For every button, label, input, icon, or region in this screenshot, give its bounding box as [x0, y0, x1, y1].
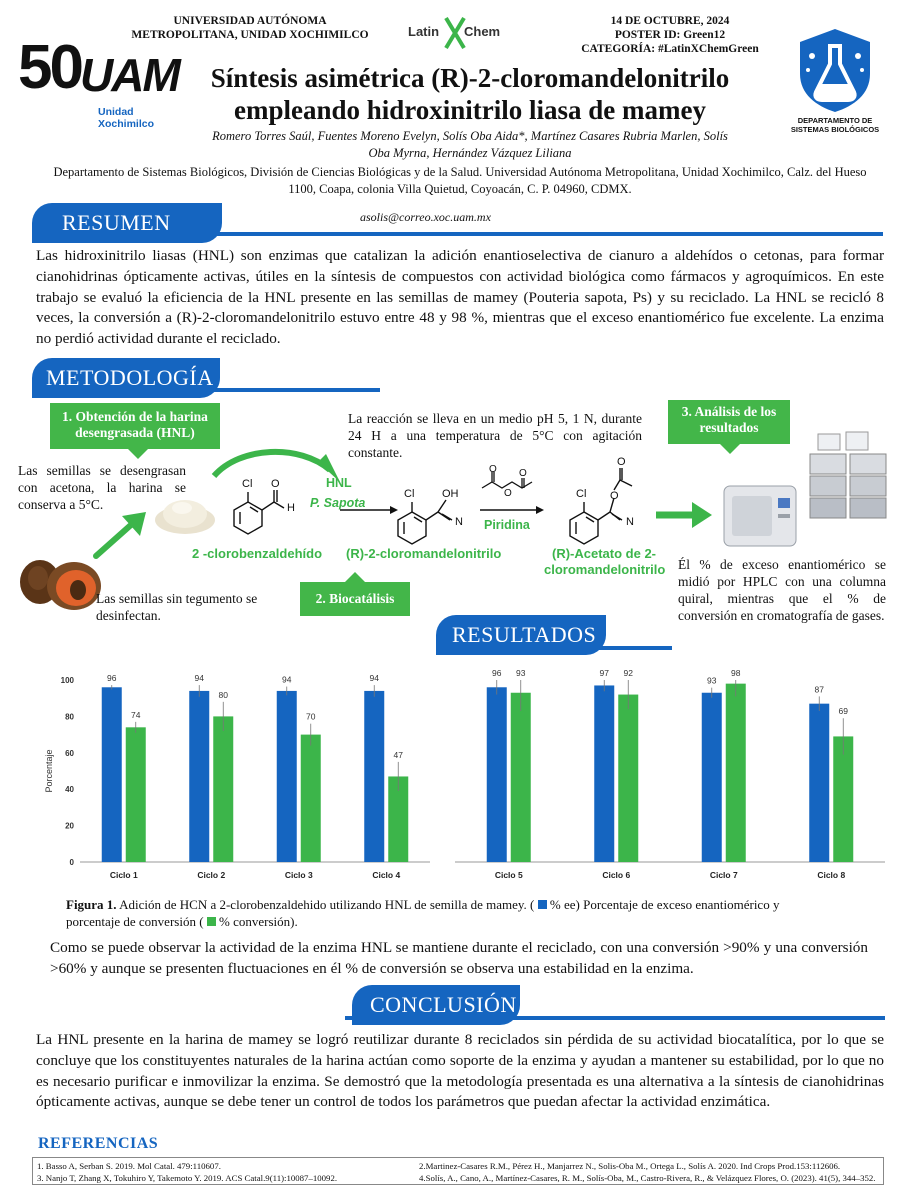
compound-2-name: (R)-2-cloromandelonitrilo [346, 546, 502, 561]
hplc-image [806, 430, 890, 522]
compound-3-name-line-1: (R)-Acetato de 2- [552, 546, 657, 561]
author-list [170, 128, 770, 162]
atom-o-anhydride-2: O [519, 468, 527, 479]
atom-cl-1: Cl [242, 478, 253, 490]
reference-1: 1. Basso A, Serban S. 2019. Mol Catal. 479:110607. [37, 1161, 221, 1171]
caption-text-b: porcentaje de conversión ( [66, 914, 204, 929]
step-2-box [300, 582, 410, 616]
x-tick-label: Ciclo 2 [197, 870, 226, 880]
poster-title [150, 62, 790, 126]
logo-uam-letters: UAM [80, 49, 179, 101]
bar-ee-3 [277, 691, 297, 862]
reference-4: 4.Solís, A., Cano, A., Martínez-Casares, R. M., Solís-Oba, M., Castro-Rivera, R., & Velázquez Flores, O. (2023). 41(5), 344–352. [419, 1173, 876, 1183]
resumen-text: Las hidroxinitrilo liasas (HNL) son enzimas que catalizan la adición enantioselectiva de cianuro a aldehídos o cetonas, para formar cianohidrinas ópticamente activas, útiles en la síntesis de compuestos con actividad biológica como fármacos y agroquímicos. En este trabajo se evaluó la eficiencia de la HNL presente en las semillas de mamey (Pouteria sapota, Ps) y su reciclado. La HNL se recicló 8 veces, la conversión a (R)-2-cloromandelonitrilo estuvo entre 48 y 98 %, mientras que el exceso enantiomérico fue excelente. La enzima no perdió actividad durante el reciclado. [36, 247, 884, 348]
arrow-seeds-icon [92, 510, 150, 560]
step-1-pointer [128, 449, 148, 459]
latinx-logo-text-b: Chem [464, 24, 501, 39]
compound-1-name: 2 -clorobenzaldehído [192, 546, 323, 561]
step-2-label: 2. Biocatálisis [315, 591, 395, 606]
metodologia-heading: METODOLOGÍA [32, 358, 220, 398]
arrow-label-hnl: HNL [326, 476, 352, 490]
atom-h-1: H [287, 502, 295, 514]
atom-oh-2: OH [442, 488, 459, 500]
data-label: 96 [107, 673, 117, 684]
atom-cl-2: Cl [404, 488, 415, 500]
atom-cl-3: Cl [576, 488, 587, 500]
dept-logo-line-1: DEPARTAMENTO DE [797, 116, 873, 125]
latinx-x-icon [444, 16, 466, 50]
bar-conv-3 [301, 735, 321, 862]
atom-o-3: O [610, 490, 619, 502]
x-tick-label: Ciclo 6 [602, 870, 631, 880]
data-label: 93 [516, 668, 526, 678]
compound-2-structure [398, 500, 452, 544]
authors-line-1: Romero Torres Saúl, Fuentes Moreno Evelyn, Solís Oba Aida*, Martínez Casares Rubria Marlen, Solís [212, 129, 728, 143]
analysis-text: Él % de exceso enantiomérico se midió por HPLC con una columna quiral, mientras que el % de conversión en cromatografía de gases. [678, 557, 886, 623]
title-line-2: empleando hidroxinitrilo liasa de mamey [233, 95, 706, 125]
compound-3-structure [570, 468, 632, 544]
resultados-heading: RESULTADOS [436, 615, 606, 655]
bar-conv-2 [213, 716, 233, 862]
university-name [130, 14, 370, 42]
reference-3: 3. Nanjo T, Zhang X, Tokuhiro Y, Takemoto Y. 2019. ACS Catal.9(11):10087–10092. [37, 1173, 338, 1183]
poster-category: CATEGORÍA: #LatinXChemGreen [581, 43, 759, 55]
references-box [32, 1157, 884, 1185]
x-tick-label: Ciclo 1 [109, 870, 138, 880]
data-label: 98 [731, 668, 741, 678]
results-discussion: Como se puede observar la actividad de la enzima HNL se mantiene durante el reciclado, con una conversión >90% y una conversión >60% y aunque se presenten fluctuaciones en él % de conversión se observa una estabilidad en la enzima. [50, 939, 868, 977]
y-axis-label: Porcentaje [44, 749, 54, 793]
resumen-heading: RESUMEN [32, 203, 222, 243]
dept-logo-line-2: SISTEMAS BIOLÓGICOS [790, 125, 880, 134]
bar-conv-8 [833, 736, 853, 862]
reference-2: 2.Martinez-Casares R.M., Pérez H., Manjarrez N., Solis-Oba M., Ortega L., Solís A. 2020. Ind Crops Prod.153:112606. [419, 1161, 841, 1171]
step-3-label: 3. Análisis de los resultados [681, 404, 777, 435]
step-3-pointer [720, 444, 740, 454]
atom-o-anhydride-bridge: O [504, 488, 512, 499]
bar-ee-4 [364, 691, 384, 862]
seeds-disinfect-text: Las semillas sin tegumento se desinfectan. [96, 591, 258, 623]
caption-legend-ee: % ee) Porcentaje de exceso enantiomérico y [549, 897, 780, 912]
compound-1-structure [234, 490, 284, 534]
data-label: 97 [599, 668, 609, 678]
logo-50-number: 50 [18, 33, 81, 102]
caption-text-a: Adición de HCN a 2-clorobenzaldehido utilizando HNL de semilla de mamey. ( [119, 897, 535, 912]
title-line-1: Síntesis asimétrica (R)-2-cloromandelonitrilo [210, 63, 730, 93]
authors-line-2: Oba Myrna, Hernández Vázquez Liliana [368, 146, 572, 160]
data-label: 80 [218, 689, 228, 700]
data-label: 94 [194, 673, 204, 684]
y-tick-label: 20 [65, 821, 74, 831]
data-label: 94 [369, 673, 379, 684]
x-tick-label: Ciclo 5 [494, 870, 523, 880]
reaction-conditions-text: La reacción se lleva en un medio pH 5, 1 N, durante 24 H a una temperatura de 5°C con agitación constante. [348, 411, 642, 460]
atom-n-3: N [626, 516, 634, 528]
step-1-label: 1. Obtención de la harina desengrasada (HNL) [62, 409, 208, 440]
data-label: 92 [623, 668, 633, 678]
affiliation-line-1: Departamento de Sistemas Biológicos, División de Ciencias Biológicas y de la Salud. Universidad Autónoma Metropolitana, Unidad Xochimilco, Calz. del Hueso [53, 165, 867, 179]
bar-ee-5 [487, 687, 507, 862]
step-2-pointer [345, 572, 365, 582]
bar-conv-5 [511, 693, 531, 862]
university-line-1: UNIVERSIDAD AUTÓNOMA [173, 15, 327, 27]
arrow-label-psapota: P. Sapota [310, 496, 366, 510]
data-label: 70 [306, 711, 316, 722]
department-logo [785, 26, 885, 138]
logo-unidad-label: Unidad Xochimilco [98, 106, 155, 130]
contact-email: asolis@correo.xoc.uam.mx [360, 210, 491, 224]
data-label: 87 [814, 684, 824, 695]
flask-shield-icon [794, 26, 876, 114]
y-tick-label: 80 [65, 712, 74, 722]
y-tick-label: 60 [65, 748, 74, 758]
caption-legend-conv: % conversión). [219, 914, 298, 929]
bar-ee-6 [594, 685, 614, 862]
y-tick-label: 100 [60, 676, 74, 685]
data-label: 93 [707, 675, 717, 686]
results-chart [0, 660, 900, 886]
data-label: 69 [838, 706, 848, 717]
legend-ee-swatch [538, 900, 547, 909]
bar-conv-1 [126, 727, 146, 862]
bar-ee-7 [702, 693, 722, 862]
x-tick-label: Ciclo 8 [817, 870, 846, 880]
x-tick-label: Ciclo 7 [709, 870, 738, 880]
poster-date: 14 DE OCTUBRE, 2024 [610, 15, 730, 27]
x-tick-label: Ciclo 3 [284, 870, 313, 880]
bar-ee-2 [189, 691, 209, 862]
chromatograph-image [720, 480, 800, 550]
atom-n-2: N [455, 516, 463, 528]
bar-conv-6 [618, 695, 638, 862]
conclusion-heading: CONCLUSIÓN [352, 985, 520, 1025]
mamey-fruit-image [18, 552, 102, 614]
bar-ee-8 [809, 704, 829, 862]
y-tick-label: 0 [69, 858, 74, 867]
compound-3-name-line-2: cloromandelonitrilo [544, 562, 666, 577]
affiliation-line-2: 1100, Coapa, colonia Villa Quietud, Coyoacán, C. P. 04960, CDMX. [288, 182, 632, 196]
poster-info [560, 14, 780, 56]
step-3-box [668, 400, 790, 444]
arrow-analysis-icon [654, 500, 714, 530]
data-label: 74 [131, 709, 141, 720]
arrow-label-piridina: Piridina [484, 518, 530, 532]
data-label: 94 [282, 674, 292, 685]
atom-o-1: O [271, 478, 280, 490]
poster-id: POSTER ID: Green12 [614, 29, 726, 41]
bar-conv-7 [726, 684, 746, 862]
conclusion-text: La HNL presente en la harina de mamey se logró reutilizar durante 8 reciclados sin pérdida de su actividad biocatalítica, por lo que se concluye que los constituyentes naturales de la harina actúan como soporte de la enzima y ayudan a mantener su estabilidad, por lo que no es necesario purificar e inmovilizar la enzima. Se demostró que la metodología presentada es una alternativa a la síntesis de cianohidrinas ópticamente activas, aunque se debe tener un control de todos los parámetros que puedan afectar la actividad enzimática. [36, 1031, 884, 1111]
latinx-logo-text-a: Latin [408, 24, 440, 39]
step-1-box [50, 403, 220, 449]
atom-o-anhydride: O [489, 464, 497, 475]
figure-caption [66, 896, 886, 930]
bar-ee-1 [102, 687, 122, 862]
atom-o-3b: O [617, 456, 626, 468]
affiliation [40, 164, 880, 198]
legend-conv-swatch [207, 917, 216, 926]
seeds-text: Las semillas se desengrasan con acetona, la harina se conserva a 5°C. [18, 463, 186, 512]
references-heading: REFERENCIAS [38, 1135, 159, 1152]
y-tick-label: 40 [65, 785, 74, 795]
latinxchem-logo [408, 16, 501, 50]
caption-label: Figura 1. [66, 897, 117, 912]
data-label: 96 [492, 668, 502, 678]
university-line-2: METROPOLITANA, UNIDAD XOCHIMILCO [131, 29, 369, 41]
x-tick-label: Ciclo 4 [372, 870, 401, 880]
data-label: 47 [393, 749, 403, 760]
